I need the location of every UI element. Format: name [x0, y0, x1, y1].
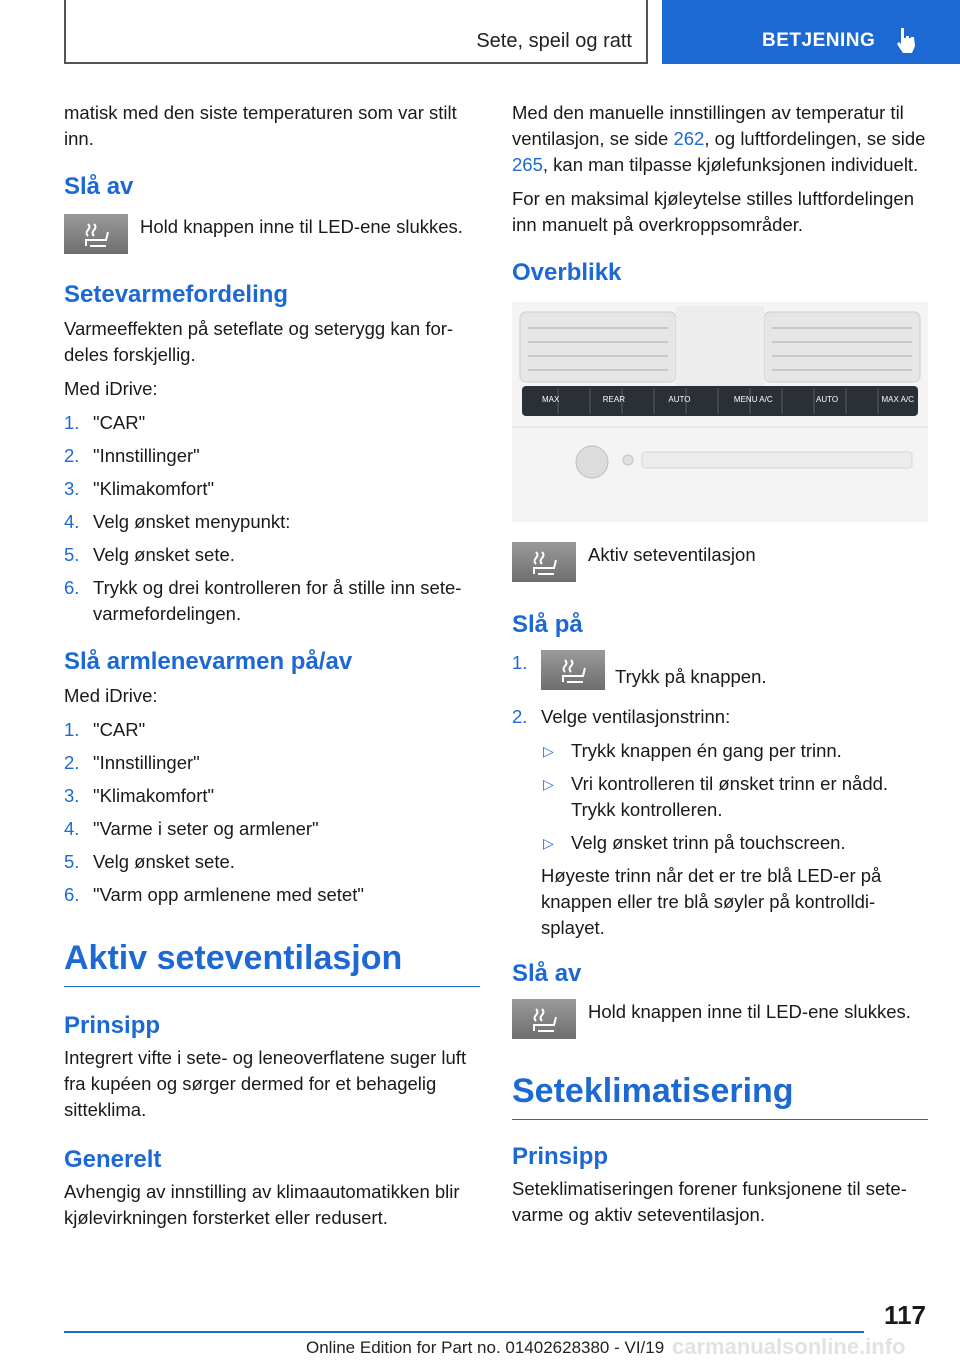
off-instruction — [512, 999, 928, 1039]
step-number: 2. — [64, 752, 80, 773]
header-section-box — [64, 0, 648, 64]
off-text: Hold knappen inne til LED-ene slukkes. — [588, 1001, 911, 1022]
header-chapter-tab[interactable] — [662, 0, 960, 64]
step-text: "Varme i seter og armlener" — [93, 818, 319, 839]
list-item — [64, 476, 480, 502]
principle-heading: Prinsipp — [64, 1012, 161, 1039]
distribution-steps — [64, 410, 480, 627]
seat-ventilation-button-icon — [512, 999, 576, 1039]
panel-label: MENU A/C — [733, 395, 773, 404]
principle-text: Integrert vifte i sete- og leneoverflatene suger luft fra kupéen og sørger dermed for et behagelig sitteklima. — [64, 1047, 467, 1120]
list-item — [64, 443, 480, 469]
off-heading: Slå av — [64, 173, 134, 200]
on-step-text: Velge ventilasjonstrinn: — [541, 706, 731, 727]
watermark: carmanualsonline.info — [672, 1334, 906, 1359]
step-number: 4. — [64, 818, 80, 839]
page-link-265[interactable]: 265 — [512, 154, 543, 175]
distribution-heading: Setevarmefordeling — [64, 281, 289, 308]
step-number: 1. — [64, 412, 80, 433]
highest-level-text: Høyeste trinn når det er tre blå LED-er på knappen eller tre blå søyler på kontrolldisplayet. — [541, 865, 882, 938]
on-step-row — [541, 650, 767, 690]
page-number: 117 — [884, 1300, 926, 1330]
step-number: 3. — [64, 785, 80, 806]
seat-ventilation-button-icon — [512, 542, 576, 582]
vent-button-legend — [512, 542, 928, 582]
section-title-rule — [512, 1071, 928, 1120]
general-heading: Generelt — [64, 1146, 162, 1173]
list-item — [64, 750, 480, 776]
off-heading: Slå av — [512, 960, 582, 987]
max-cooling-text: For en maksimal kjøleytelse stilles luftfordelingen inn manuelt på overkroppsområder. — [512, 188, 915, 235]
step-text: "Innstillinger" — [93, 445, 200, 466]
panel-label: MAX — [542, 395, 560, 404]
list-item — [64, 575, 480, 627]
header-section-title: Sete, speil og ratt — [476, 30, 632, 52]
idrive-label: Med iDrive: — [64, 685, 158, 706]
header-chapter-title: BETJENING — [762, 30, 876, 51]
bullet-text: Trykk knappen én gang per trinn. — [571, 740, 842, 761]
panel-label: REAR — [602, 395, 625, 404]
bullet-text: Velg ønsket trinn på touchscreen. — [571, 832, 846, 853]
vent-label: Aktiv seteventilasjon — [588, 544, 756, 565]
seat-climate-title: Seteklimatisering — [512, 1072, 794, 1110]
triangle-bullet-icon: ▷ — [543, 776, 554, 792]
step-number: 5. — [64, 851, 80, 872]
step-text: "Klimakomfort" — [93, 478, 215, 499]
principle-text: Seteklimatiseringen forener funksjonene til setevarme og aktiv seteventilasjon. — [512, 1178, 907, 1225]
step-text: "CAR" — [93, 719, 146, 740]
principle-heading: Prinsipp — [512, 1143, 609, 1170]
hand-pointer-icon — [894, 26, 918, 54]
list-item — [541, 830, 928, 856]
right-column — [512, 100, 928, 1236]
step-text: Velg ønsket sete. — [93, 851, 235, 872]
level-options — [541, 738, 928, 856]
list-item — [64, 849, 480, 875]
list-item — [512, 650, 928, 697]
armrest-heading: Slå armlenevarmen på/av — [64, 648, 353, 675]
bullet-text: Vri kontrolleren til ønsket trinn er nådd. Trykk kontrolleren. — [571, 773, 889, 820]
step-text: Trykk og drei kontrolleren for å stille inn setevarmefordelingen. — [93, 577, 462, 624]
off-text: Hold knappen inne til LED-ene slukkes. — [140, 216, 463, 237]
list-item — [64, 882, 480, 908]
intro-text: matisk med den siste temperaturen som var stilt inn. — [64, 102, 457, 149]
list-item — [64, 542, 480, 568]
step-text: Velg ønsket menypunkt: — [93, 511, 291, 532]
panel-label: AUTO — [816, 395, 839, 404]
on-steps — [512, 650, 928, 941]
step-number: 1. — [64, 719, 80, 740]
step-number: 2. — [512, 706, 528, 727]
step-number: 5. — [64, 544, 80, 565]
list-item — [64, 410, 480, 436]
manual-text-a: Med den manuelle innstillingen av temperatur til ventilasjon, se side — [512, 102, 904, 149]
manual-text-b: , og luftfordelingen, se side — [704, 128, 926, 149]
footer-rule — [64, 1331, 864, 1333]
general-text: Avhengig av innstilling av klimaautomatikken blir kjølevirkningen forsterket eller redusert. — [64, 1181, 460, 1228]
left-column — [64, 100, 480, 1239]
list-item — [541, 738, 928, 764]
footer-edition: Online Edition for Part no. 01402628380 - VI/19 — [306, 1338, 665, 1357]
on-heading: Slå på — [512, 611, 583, 638]
step-number: 2. — [64, 445, 80, 466]
manual-setting-text — [512, 100, 928, 178]
page-link-262[interactable]: 262 — [673, 128, 705, 149]
climate-control-photo — [512, 302, 928, 522]
panel-label: AUTO — [668, 395, 691, 404]
triangle-bullet-icon: ▷ — [543, 743, 554, 759]
manual-text-c: , kan man tilpasse kjølefunksjonen individuelt. — [542, 154, 919, 175]
list-item — [64, 783, 480, 809]
step-number: 6. — [64, 577, 80, 598]
step-number: 4. — [64, 511, 80, 532]
armrest-steps — [64, 717, 480, 908]
section-title-rule — [64, 938, 480, 987]
active-ventilation-title: Aktiv seteventilasjon — [64, 939, 403, 977]
seat-ventilation-button-icon — [64, 214, 128, 254]
list-item — [541, 771, 928, 823]
overview-heading: Overblikk — [512, 259, 622, 286]
list-item — [64, 717, 480, 743]
on-step-text: Trykk på knappen. — [615, 666, 767, 687]
triangle-bullet-icon: ▷ — [543, 835, 554, 851]
panel-label: MAX A/C — [881, 395, 914, 404]
step-number: 1. — [512, 652, 528, 673]
step-number: 3. — [64, 478, 80, 499]
distribution-text: Varmeeffekten på seteflate og seterygg kan fordeles forskjellig. — [64, 318, 454, 365]
step-number: 6. — [64, 884, 80, 905]
step-text: "Innstillinger" — [93, 752, 200, 773]
list-item — [64, 509, 480, 535]
seat-ventilation-button-icon — [541, 650, 605, 690]
climate-panel-illustration — [512, 302, 928, 522]
step-text: "CAR" — [93, 412, 146, 433]
step-text: "Klimakomfort" — [93, 785, 215, 806]
panel-button-labels — [542, 395, 914, 404]
off-instruction — [64, 214, 480, 254]
list-item — [64, 816, 480, 842]
list-item — [512, 704, 928, 941]
step-text: "Varm opp armlenene med setet" — [93, 884, 364, 905]
idrive-label: Med iDrive: — [64, 378, 158, 399]
step-text: Velg ønsket sete. — [93, 544, 235, 565]
